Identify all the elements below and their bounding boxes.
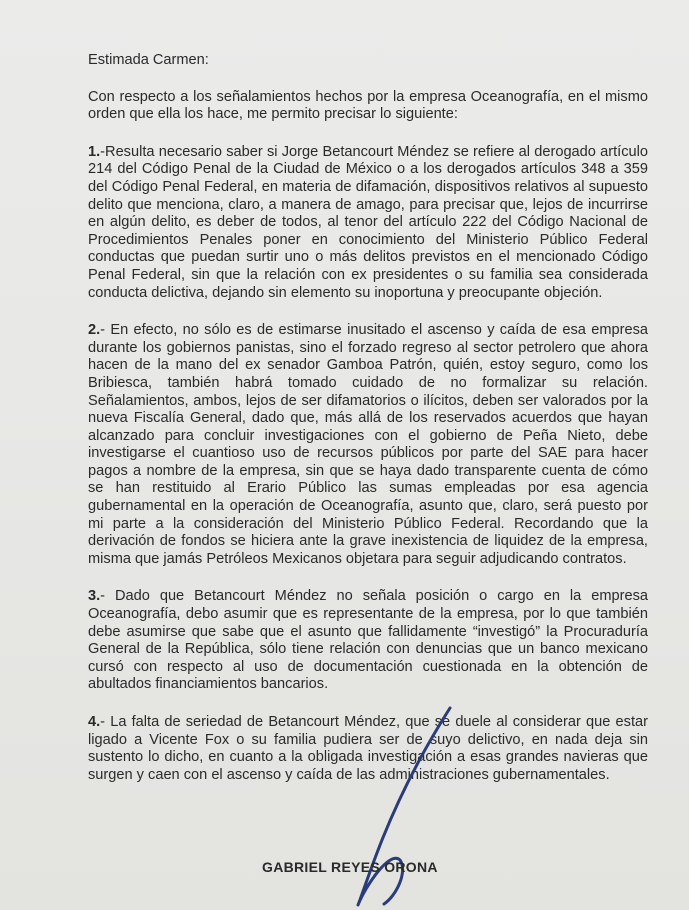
point-text: -Resulta necesario saber si Jorge Betancourt Méndez se refiere al derogado artículo 214 del Código Penal de la Ciudad de México o a los derogados artículos 348 a 359 del Código Penal Federal, en materia de difamación, dispositivos relativos al supuesto delito que menciona, claro, a manera de amago, para precisar que, lejos de incurrirse en algún delito, es deber de todos, al tenor del artículo 222 del Código Nacional de Procedimientos Penales poner en conocimiento del Ministerio Público Federal conductas que puedan surtir uno o más delitos previstos en el mencionado Código Penal Federal, sin que la relación con ex presidentes o su familia sea considerada conducta delictiva, dejando sin elemento su inoportuna y preocupante objeción.: [88, 143, 648, 301]
letter-body: [88, 52, 648, 804]
point-2: [88, 322, 648, 568]
intro-paragraph: Con respecto a los señalamientos hechos por la empresa Oceanografía, en el mismo orden que ella los hace, me permito precisar lo siguiente:: [88, 88, 648, 123]
handwritten-signature: [300, 700, 470, 910]
point-number: 3.: [88, 588, 101, 605]
point-number: 4.: [88, 714, 101, 730]
signature-name: GABRIEL REYES ORONA: [262, 859, 438, 875]
point-number: 2.: [88, 322, 101, 339]
point-text: - Dado que Betancourt Méndez no señala posición o cargo en la empresa Oceanografía, debo asumir que es representante de la empresa, por lo que también debe asumirse que sabe que el asunto que fallidamente “investigó” la Procuraduría General de la República, sólo tiene relación con denuncias que un banco mexicano cursó con respecto al uso de documentación cuestionada en la obtención de abultados financiamientos bancarios.: [88, 588, 648, 693]
point-3: [88, 588, 648, 694]
point-text: - La falta de seriedad de Betancourt Méndez, que se duele al considerar que estar ligado a Vicente Fox o su familia pudiera ser de suyo delictivo, en nada deja sin sustento lo dicho, en cuanto a la obligada investigación a esas grandes navieras que surgen y caen con el ascenso y caída de las administraciones gubernamentales.: [88, 714, 648, 783]
point-text: - En efecto, no sólo es de estimarse inusitado el ascenso y caída de esa empresa durante los gobiernos panistas, sino el forzado regreso al sector petrolero que ahora hacen de la mano del ex senador Gamboa Patrón, quién, estoy seguro, como los Bribiesca, también habrá tomado cuidado de no formalizar su relación. Señalamientos, ambos, lejos de ser difamatorios o ilícitos, deben ser valorados por la nueva Fiscalía General, dado que, más allá de los reservados acuerdos que hayan alcanzado para concluir investigaciones con el gobierno de Peña Nieto, debe investigarse el cuantioso uso de recursos públicos por parte del SAE para hacer pagos a nombre de la empresa, sin que se haya dado transparente cuenta de cómo se han restituido al Erario Público las sumas empleadas por esa agencia gubernamental en la operación de Oceanografía, asunto que, claro, será puesto por mi parte a la consideración del Ministerio Público Federal. Recordando que la derivación de fondos se hiciera ante la grave inexistencia de liquidez de la empresa, misma que jamás Petróleos Mexicanos objetara para seguir adjudicando contratos.: [88, 322, 648, 567]
point-number: 1.: [88, 143, 101, 160]
point-1: [88, 144, 648, 302]
salutation: Estimada Carmen:: [88, 52, 209, 68]
